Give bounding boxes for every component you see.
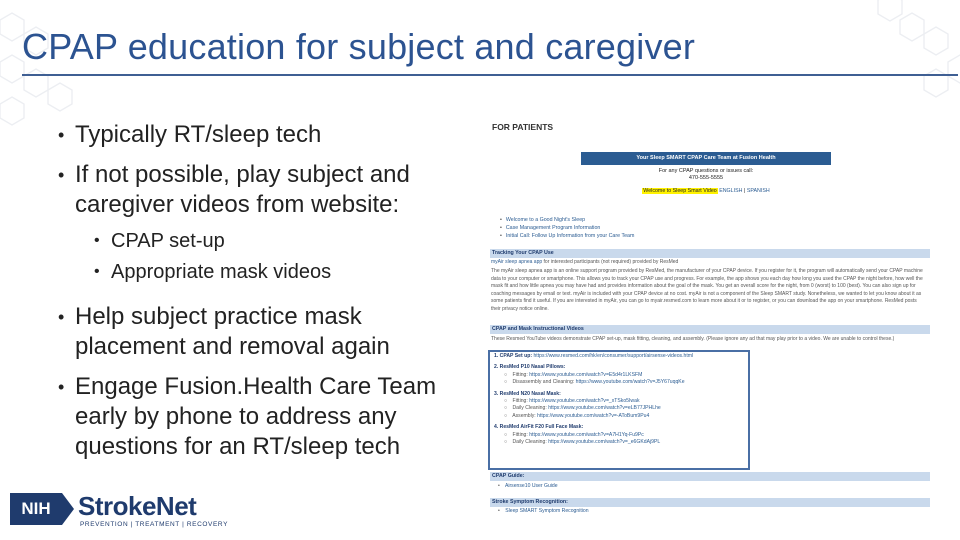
tracking-link-line <box>491 259 927 267</box>
bullet-glyph: • <box>58 125 65 145</box>
bullet-item <box>58 302 458 362</box>
guide-item <box>498 483 558 489</box>
bullet-text: If not possible, play subject and caregiver videos from website: <box>75 161 410 218</box>
sub-bullet-text: CPAP set-up <box>111 230 225 252</box>
spacer <box>58 290 458 302</box>
cpap-guide-header: CPAP Guide: <box>490 472 930 481</box>
video-url[interactable]: https://www.youtube.com/watch?v=E5d4r1LKSFM <box>529 371 643 378</box>
tracking-section-header: Tracking Your CPAP Use <box>490 249 930 258</box>
bullet-glyph: • <box>58 307 65 327</box>
video-url[interactable]: https://www.youtube.com/watch?v=-AToBum9Pu4 <box>537 412 650 419</box>
videos-section-header: CPAP and Mask Instructional Videos <box>490 325 930 334</box>
video-url[interactable]: https://www.youtube.com/watch?v=J5Y67uqqKe <box>575 379 685 386</box>
welcome-video-link[interactable]: Welcome to Sleep Smart Video <box>643 188 717 194</box>
myair-link-suffix: for interested participants (not required) provided by ResMed <box>543 259 679 265</box>
video-sub-label: Fitting: <box>512 371 528 378</box>
video-url[interactable]: https://www.youtube.com/watch?v=_xTSko5Iwak <box>529 398 640 405</box>
video-url[interactable]: https://www.youtube.com/watch?v=_e6GKdAj9PL <box>548 439 661 446</box>
nih-strokenet-logo <box>10 491 229 531</box>
video-language-links <box>581 188 831 195</box>
stroke-recognition-header: Stroke Symptom Recognition: <box>490 498 930 507</box>
video-url[interactable]: https://www.youtube.com/watch?v=eLB77JPHLhe <box>548 405 661 412</box>
tracking-paragraph: The myAir sleep apnea app is an online support program provided by ResMed, the manufacturer of your CPAP device. If you register for it, the program will automatically send your CPAP machine data to your computer or smartphone. This allows you to track your CPAP use and progress. For example, the app shows you each day how long you used the CPAP the night before, how well the mask fit and how little apnea you may have had and provides information about the goal of the mask. You get an overall score for the night, from 0 (worst) to 100 (best). You can also sign up for coaching messages by email or text. myAir is included with your CPAP device at no cost. myAir is not a component of the Sleep SMART study. Nonetheless, we wanted to let you know about it as some patients find it useful. If you are interested in myAir, you can go to myair.resmed.com to learn more about it or to register, or you can download the app on your smartphone. ResMed posts their privacy notice online. <box>491 268 923 312</box>
video-title: 4. ResMed AirFit F20 Full Face Mask: <box>494 424 584 431</box>
bullet-item <box>58 160 458 220</box>
bullet-glyph: • <box>58 377 65 397</box>
care-team-box <box>581 152 831 212</box>
intro-link[interactable]: • Case Management Program Information <box>500 224 634 232</box>
slide-title: CPAP education for subject and caregiver <box>22 26 696 67</box>
title-divider <box>22 74 958 76</box>
for-patients-heading: FOR PATIENTS <box>492 122 554 132</box>
myair-link[interactable]: myAir sleep apnea app <box>491 259 543 265</box>
website-screenshot <box>478 112 944 520</box>
video-sub-label: Daily Cleaning: <box>512 405 547 412</box>
video-url[interactable]: https://www.youtube.com/watch?v=A7H1Yq-Fu9Pc <box>529 431 644 438</box>
sub-bullet-text: Appropriate mask videos <box>111 261 332 283</box>
spanish-link[interactable]: SPANISH <box>746 188 770 194</box>
video-sub-label: Daily Cleaning: <box>512 439 547 446</box>
video-title: 1. CPAP Set up: <box>494 353 533 359</box>
stroke-item <box>498 508 589 514</box>
bullet-text: Typically RT/sleep tech <box>75 121 322 148</box>
bullet-item <box>58 372 458 462</box>
language-separator: | <box>743 188 746 194</box>
bullet-glyph: • <box>94 232 100 249</box>
care-team-body <box>581 165 831 195</box>
video-sub-label: Fitting: <box>512 431 528 438</box>
intro-link[interactable]: • Initial Call: Follow Up Information from your Care Team <box>500 232 634 240</box>
sub-bullet-item <box>94 259 458 285</box>
bullet-glyph: • <box>58 165 65 185</box>
video-title: 3. ResMed N20 Nasal Mask: <box>494 390 561 397</box>
bullet-list <box>58 120 458 472</box>
care-team-line: For any CPAP questions or issues call: <box>658 168 754 174</box>
symptom-recognition-link[interactable]: Sleep SMART Symptom Recognition <box>505 508 589 514</box>
nih-arrow-icon <box>62 493 74 525</box>
video-sub-label: Assembly: <box>512 412 536 419</box>
english-link[interactable]: ENGLISH <box>719 188 743 194</box>
bullet-text: Engage Fusion.Health Care Team early by phone to address any questions for an RT/sleep tech <box>75 373 437 460</box>
intro-link[interactable]: • Welcome to a Good Night's Sleep <box>500 216 634 224</box>
video-url[interactable]: https://www.resmed.com/hk/en/consumer/support/airsense-videos.html <box>533 353 694 359</box>
bullet-text: Help subject practice mask placement and removal again <box>75 303 390 360</box>
care-team-phone: 470-555-5555 <box>688 175 724 181</box>
user-guide-link[interactable]: Airsense10 User Guide <box>504 483 558 489</box>
nih-badge: NIH <box>10 493 62 525</box>
intro-link-list <box>500 216 634 240</box>
care-team-header: Your Sleep SMART CPAP Care Team at Fusion Health <box>581 152 831 165</box>
bullet-item <box>58 120 458 150</box>
videos-intro: These Resmed YouTube videos demonstrate CPAP set-up, mask fitting, cleaning, and assembly. (Please ignore any ad that may play prior to a video. We are unable to control these.) <box>491 336 895 342</box>
sub-bullet-item <box>94 228 458 254</box>
logo-tagline: PREVENTION | TREATMENT | RECOVERY <box>80 521 229 528</box>
video-sub-label: Disassembly and Cleaning: <box>512 379 575 386</box>
video-sub-label: Fitting: <box>512 398 528 405</box>
strokenet-wordmark: StrokeNet <box>78 491 197 521</box>
video-title: 2. ResMed P10 Nasal Pillows: <box>494 364 566 371</box>
bullet-glyph: • <box>94 263 100 280</box>
video-highlight-box <box>488 350 750 470</box>
